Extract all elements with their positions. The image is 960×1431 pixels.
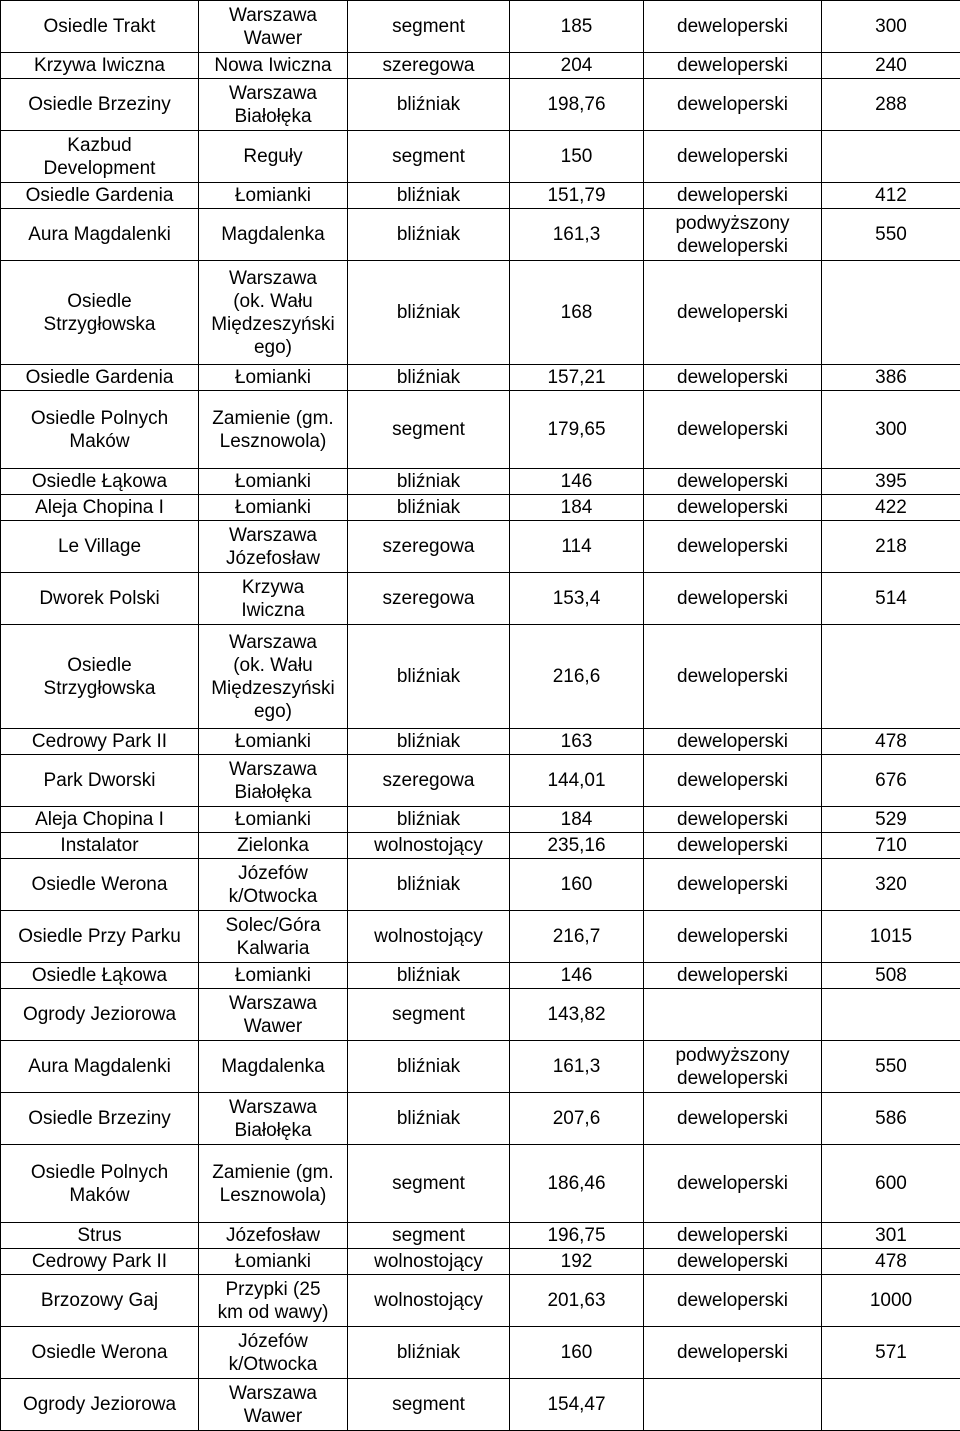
price-cell: 478 <box>822 729 960 755</box>
location-cell: Magdalenka <box>199 209 348 261</box>
type-cell: szeregowa <box>348 521 510 573</box>
table-row <box>1 833 960 859</box>
type-cell: bliźniak <box>348 495 510 521</box>
area-cell: 179,65 <box>510 391 644 469</box>
type-cell: bliźniak <box>348 729 510 755</box>
location-cell: Warszawa Białołęka <box>199 1093 348 1145</box>
table-row <box>1 1 960 53</box>
table-row <box>1 495 960 521</box>
price-cell: 710 <box>822 833 960 859</box>
table-row <box>1 1327 960 1379</box>
table-row <box>1 1223 960 1249</box>
area-cell: 114 <box>510 521 644 573</box>
area-cell: 163 <box>510 729 644 755</box>
table-row <box>1 911 960 963</box>
osiedle-cell: Ogrody Jeziorowa <box>1 989 199 1041</box>
location-cell: Nowa Iwiczna <box>199 53 348 79</box>
osiedle-cell: Osiedle Łąkowa <box>1 963 199 989</box>
area-cell: 198,76 <box>510 79 644 131</box>
location-cell: Przypki (25 km od wawy) <box>199 1275 348 1327</box>
location-cell: Magdalenka <box>199 1041 348 1093</box>
location-cell: Łomianki <box>199 729 348 755</box>
table-row <box>1 53 960 79</box>
location-cell: Reguły <box>199 131 348 183</box>
standard-cell: podwyższony deweloperski <box>644 1041 822 1093</box>
table-row <box>1 209 960 261</box>
table-row <box>1 1041 960 1093</box>
price-cell: 300 <box>822 391 960 469</box>
standard-cell: deweloperski <box>644 521 822 573</box>
table-row <box>1 183 960 209</box>
location-cell: Łomianki <box>199 183 348 209</box>
area-cell: 146 <box>510 963 644 989</box>
osiedle-cell: Ogrody Jeziorowa <box>1 1379 199 1431</box>
standard-cell: deweloperski <box>644 391 822 469</box>
price-cell: 514 <box>822 573 960 625</box>
type-cell: wolnostojący <box>348 1249 510 1275</box>
price-cell: 386 <box>822 365 960 391</box>
table-row <box>1 755 960 807</box>
type-cell: bliźniak <box>348 1041 510 1093</box>
osiedle-cell: Krzywa Iwiczna <box>1 53 199 79</box>
osiedle-cell: Le Village <box>1 521 199 573</box>
location-cell: Łomianki <box>199 469 348 495</box>
table-row <box>1 625 960 729</box>
standard-cell: deweloperski <box>644 131 822 183</box>
osiedle-cell: Aura Magdalenki <box>1 209 199 261</box>
type-cell: wolnostojący <box>348 911 510 963</box>
osiedle-cell: Osiedle Strzygłowska <box>1 625 199 729</box>
table-row <box>1 1275 960 1327</box>
standard-cell: deweloperski <box>644 573 822 625</box>
price-cell: 586 <box>822 1093 960 1145</box>
location-cell: Solec/Góra Kalwaria <box>199 911 348 963</box>
price-cell: 478 <box>822 1249 960 1275</box>
area-cell: 154,47 <box>510 1379 644 1431</box>
area-cell: 201,63 <box>510 1275 644 1327</box>
type-cell: szeregowa <box>348 53 510 79</box>
standard-cell <box>644 1379 822 1431</box>
area-cell: 160 <box>510 1327 644 1379</box>
area-cell: 143,82 <box>510 989 644 1041</box>
standard-cell: deweloperski <box>644 1223 822 1249</box>
osiedle-cell: Park Dworski <box>1 755 199 807</box>
type-cell: bliźniak <box>348 859 510 911</box>
standard-cell: deweloperski <box>644 963 822 989</box>
type-cell: bliźniak <box>348 807 510 833</box>
price-cell <box>822 989 960 1041</box>
area-cell: 207,6 <box>510 1093 644 1145</box>
table-row <box>1 131 960 183</box>
location-cell: Józefosław <box>199 1223 348 1249</box>
osiedle-cell: Osiedle Brzeziny <box>1 1093 199 1145</box>
type-cell: wolnostojący <box>348 833 510 859</box>
osiedle-cell: Cedrowy Park II <box>1 729 199 755</box>
standard-cell: deweloperski <box>644 911 822 963</box>
price-cell <box>822 131 960 183</box>
location-cell: Zielonka <box>199 833 348 859</box>
standard-cell: deweloperski <box>644 755 822 807</box>
table-row <box>1 989 960 1041</box>
price-cell: 550 <box>822 1041 960 1093</box>
type-cell: bliźniak <box>348 963 510 989</box>
price-cell: 288 <box>822 79 960 131</box>
osiedle-cell: Aura Magdalenki <box>1 1041 199 1093</box>
standard-cell: deweloperski <box>644 729 822 755</box>
area-cell: 168 <box>510 261 644 365</box>
type-cell: segment <box>348 1 510 53</box>
type-cell: bliźniak <box>348 365 510 391</box>
location-cell: Krzywa Iwiczna <box>199 573 348 625</box>
price-cell <box>822 625 960 729</box>
area-cell: 161,3 <box>510 209 644 261</box>
standard-cell: deweloperski <box>644 859 822 911</box>
area-cell: 150 <box>510 131 644 183</box>
type-cell: segment <box>348 131 510 183</box>
table-row <box>1 1145 960 1223</box>
standard-cell: deweloperski <box>644 495 822 521</box>
standard-cell: deweloperski <box>644 807 822 833</box>
type-cell: segment <box>348 1223 510 1249</box>
type-cell: bliźniak <box>348 1327 510 1379</box>
osiedle-cell: Osiedle Trakt <box>1 1 199 53</box>
osiedle-cell: Cedrowy Park II <box>1 1249 199 1275</box>
price-cell: 240 <box>822 53 960 79</box>
osiedle-cell: Osiedle Gardenia <box>1 183 199 209</box>
standard-cell: deweloperski <box>644 183 822 209</box>
price-cell: 600 <box>822 1145 960 1223</box>
area-cell: 204 <box>510 53 644 79</box>
type-cell: bliźniak <box>348 183 510 209</box>
osiedle-cell: Osiedle Przy Parku <box>1 911 199 963</box>
type-cell: bliźniak <box>348 469 510 495</box>
standard-cell: podwyższony deweloperski <box>644 209 822 261</box>
location-cell: Łomianki <box>199 963 348 989</box>
price-cell: 301 <box>822 1223 960 1249</box>
osiedle-cell: Osiedle Brzeziny <box>1 79 199 131</box>
price-cell: 676 <box>822 755 960 807</box>
area-cell: 151,79 <box>510 183 644 209</box>
table-row <box>1 807 960 833</box>
location-cell: Łomianki <box>199 495 348 521</box>
price-cell <box>822 261 960 365</box>
price-cell: 550 <box>822 209 960 261</box>
type-cell: wolnostojący <box>348 1275 510 1327</box>
osiedle-cell: Strus <box>1 1223 199 1249</box>
location-cell: Warszawa Wawer <box>199 1 348 53</box>
table-row <box>1 79 960 131</box>
osiedle-cell: Osiedle Strzygłowska <box>1 261 199 365</box>
table-row <box>1 261 960 365</box>
location-cell: Warszawa Wawer <box>199 989 348 1041</box>
area-cell: 144,01 <box>510 755 644 807</box>
osiedle-cell: Kazbud Development <box>1 131 199 183</box>
osiedle-cell: Dworek Polski <box>1 573 199 625</box>
area-cell: 185 <box>510 1 644 53</box>
standard-cell: deweloperski <box>644 1 822 53</box>
standard-cell: deweloperski <box>644 1093 822 1145</box>
standard-cell: deweloperski <box>644 79 822 131</box>
type-cell: segment <box>348 989 510 1041</box>
osiedle-cell: Aleja Chopina I <box>1 495 199 521</box>
standard-cell: deweloperski <box>644 469 822 495</box>
type-cell: szeregowa <box>348 755 510 807</box>
standard-cell: deweloperski <box>644 1145 822 1223</box>
table-row <box>1 573 960 625</box>
osiedle-cell: Osiedle Gardenia <box>1 365 199 391</box>
area-cell: 184 <box>510 807 644 833</box>
type-cell: bliźniak <box>348 209 510 261</box>
location-cell: Łomianki <box>199 807 348 833</box>
price-cell: 320 <box>822 859 960 911</box>
table-row <box>1 391 960 469</box>
osiedle-cell: Osiedle Polnych Maków <box>1 391 199 469</box>
osiedle-cell: Aleja Chopina I <box>1 807 199 833</box>
standard-cell <box>644 989 822 1041</box>
price-cell: 412 <box>822 183 960 209</box>
location-cell: Łomianki <box>199 1249 348 1275</box>
area-cell: 161,3 <box>510 1041 644 1093</box>
area-cell: 216,6 <box>510 625 644 729</box>
location-cell: Łomianki <box>199 365 348 391</box>
area-cell: 216,7 <box>510 911 644 963</box>
standard-cell: deweloperski <box>644 833 822 859</box>
table-row <box>1 963 960 989</box>
price-cell: 300 <box>822 1 960 53</box>
table-row <box>1 1379 960 1431</box>
standard-cell: deweloperski <box>644 625 822 729</box>
osiedle-cell: Osiedle Polnych Maków <box>1 1145 199 1223</box>
area-cell: 157,21 <box>510 365 644 391</box>
table-row <box>1 1249 960 1275</box>
table-row <box>1 469 960 495</box>
location-cell: Zamienie (gm. Lesznowola) <box>199 391 348 469</box>
location-cell: Józefów k/Otwocka <box>199 859 348 911</box>
area-cell: 186,46 <box>510 1145 644 1223</box>
price-cell: 571 <box>822 1327 960 1379</box>
type-cell: bliźniak <box>348 1093 510 1145</box>
type-cell: bliźniak <box>348 261 510 365</box>
table-row <box>1 859 960 911</box>
area-cell: 146 <box>510 469 644 495</box>
standard-cell: deweloperski <box>644 1249 822 1275</box>
price-cell: 422 <box>822 495 960 521</box>
osiedle-cell: Brzozowy Gaj <box>1 1275 199 1327</box>
price-cell: 1015 <box>822 911 960 963</box>
location-cell: Warszawa (ok. Wału Międzeszyński ego) <box>199 625 348 729</box>
price-cell: 529 <box>822 807 960 833</box>
location-cell: Warszawa (ok. Wału Międzeszyński ego) <box>199 261 348 365</box>
price-cell: 395 <box>822 469 960 495</box>
osiedle-cell: Osiedle Łąkowa <box>1 469 199 495</box>
standard-cell: deweloperski <box>644 365 822 391</box>
standard-cell: deweloperski <box>644 1275 822 1327</box>
price-cell: 218 <box>822 521 960 573</box>
area-cell: 153,4 <box>510 573 644 625</box>
type-cell: bliźniak <box>348 79 510 131</box>
area-cell: 235,16 <box>510 833 644 859</box>
type-cell: bliźniak <box>348 625 510 729</box>
location-cell: Warszawa Białołęka <box>199 79 348 131</box>
table-row <box>1 729 960 755</box>
table-row <box>1 521 960 573</box>
price-cell: 1000 <box>822 1275 960 1327</box>
area-cell: 184 <box>510 495 644 521</box>
osiedle-cell: Osiedle Werona <box>1 1327 199 1379</box>
price-cell: 508 <box>822 963 960 989</box>
location-cell: Józefów k/Otwocka <box>199 1327 348 1379</box>
table-row <box>1 365 960 391</box>
osiedle-cell: Osiedle Werona <box>1 859 199 911</box>
price-cell <box>822 1379 960 1431</box>
area-cell: 192 <box>510 1249 644 1275</box>
area-cell: 160 <box>510 859 644 911</box>
area-cell: 196,75 <box>510 1223 644 1249</box>
osiedle-cell: Instalator <box>1 833 199 859</box>
standard-cell: deweloperski <box>644 1327 822 1379</box>
type-cell: segment <box>348 1145 510 1223</box>
standard-cell: deweloperski <box>644 261 822 365</box>
location-cell: Warszawa Wawer <box>199 1379 348 1431</box>
location-cell: Warszawa Białołęka <box>199 755 348 807</box>
standard-cell: deweloperski <box>644 53 822 79</box>
type-cell: segment <box>348 391 510 469</box>
location-cell: Warszawa Józefosław <box>199 521 348 573</box>
table-body <box>1 1 960 1431</box>
type-cell: szeregowa <box>348 573 510 625</box>
location-cell: Zamienie (gm. Lesznowola) <box>199 1145 348 1223</box>
type-cell: segment <box>348 1379 510 1431</box>
table-row <box>1 1093 960 1145</box>
